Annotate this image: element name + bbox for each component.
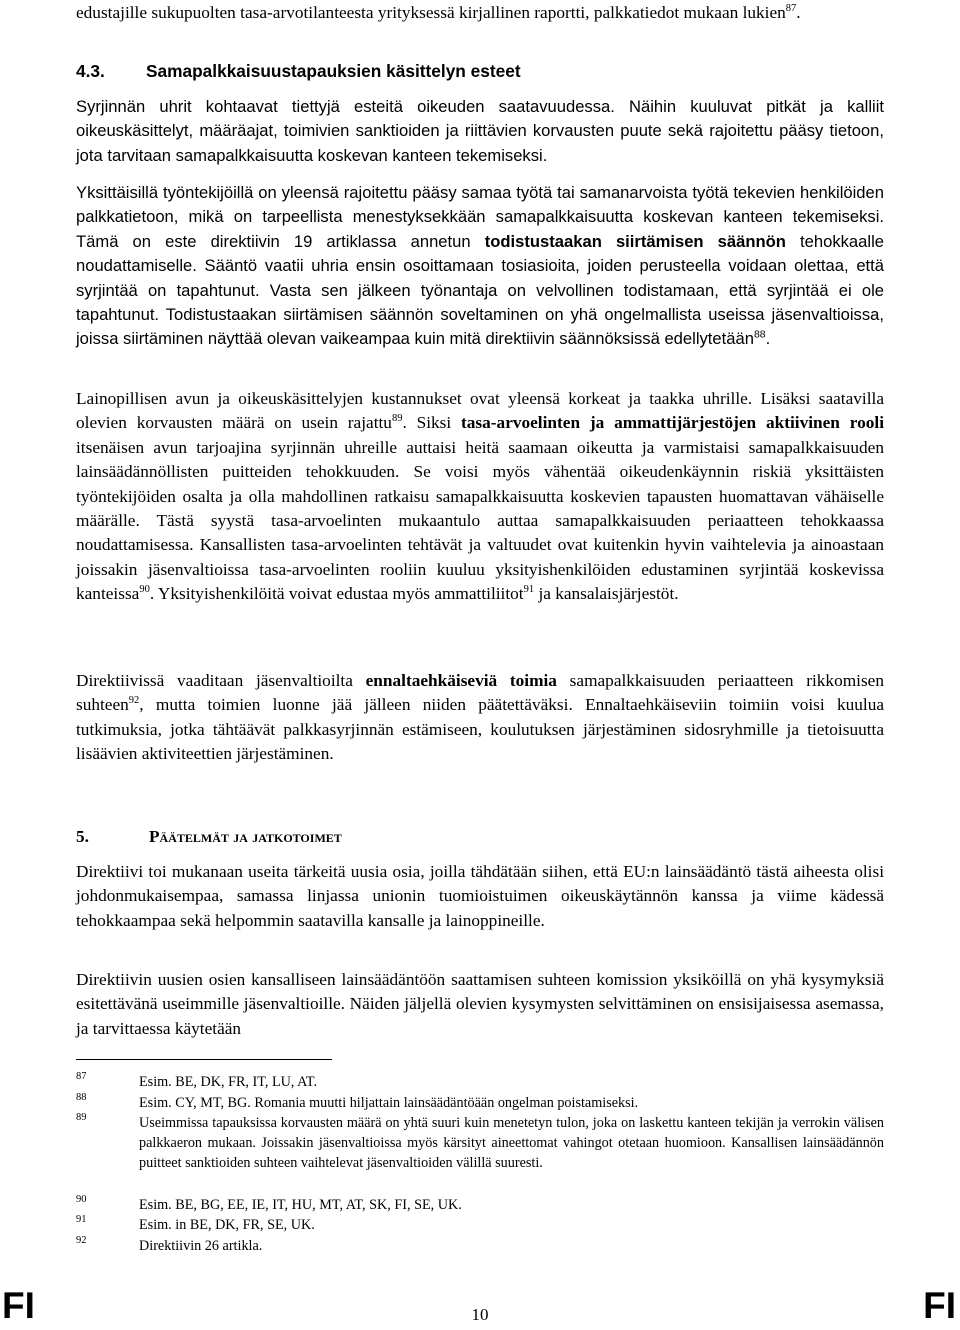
footnote-ref-88[interactable]: 88: [753, 328, 766, 341]
footnote-text: Esim. BE, BG, EE, IE, IT, HU, MT, AT, SK, FI, SE, UK.: [139, 1197, 462, 1213]
footnote-divider: [76, 1059, 332, 1060]
para3-text-d: itsenäisen avun tarjoajina syrjinnän uhreille auttaisi heitä saamaan oikeutta ja varmistaisi samapalkkaisuuden lainsäädännöllisten puitteiden tehokkuuden. Se voisi myös vähentää oikeudenkäynnin riskiä yksittäisten työntekijöiden osalta ja olla mahdollinen ratkaisu samapalkkaisuutta koskevien tapausten huomattavan vähäiselle määrälle. Tästä syystä tasa-arvoelinten mukaantulo auttaa samapalkkaisuuden periaatteen tehokkaassa noudattamisessa. Kansallisten tasa-arvoelinten tehtävät ja valtuudet ovat kuitenkin hyvin vaihtelevia ja ainoastaan joissakin jäsenvaltioissa tasa-arvoelinten rooliin kuuluu yksityishenkilöiden edustaminen syrjintää koskevissa kanteissa: [76, 437, 884, 604]
footnote-ref-90[interactable]: 90: [139, 584, 150, 596]
para4-text-c: samapalkkaisuuden periaatteen rikkomisen suhteen: [76, 671, 884, 715]
continuation-end: .: [796, 3, 801, 22]
paragraph-3: [76, 387, 884, 607]
footnote-ref-89[interactable]: 89: [391, 413, 403, 425]
footnote-ref-91[interactable]: 91: [523, 584, 535, 596]
footnote-number: 90: [76, 1194, 87, 1205]
footer-language-code-right: FI: [923, 1285, 956, 1326]
footnote-ref-87[interactable]: 87: [785, 3, 797, 15]
footnote-number: 88: [76, 1092, 87, 1103]
para3-text-e: . Yksityishenkilöitä voivat edustaa myös ammattiliitot: [149, 584, 524, 604]
section-number-5: 5.: [76, 827, 89, 846]
footnote-number: 92: [76, 1235, 87, 1246]
footnote-text: Direktiivin 26 artikla.: [139, 1238, 263, 1254]
footnote-text: Esim. CY, MT, BG. Romania muutti hiljattain lainsäädäntöään ongelman poistamiseksi.: [139, 1095, 639, 1111]
para3-text-f: ja kansalaisjärjestöt.: [538, 584, 679, 604]
page-number: 10: [471, 1305, 489, 1324]
continuation-paragraph: [76, 1, 884, 25]
para2-text-a: Yksittäisillä työntekijöillä on yleensä rajoitettu pääsy samaa työtä tai samanarvoista työtä tekevien henkilöiden palkkatietoon, mikä on tarpeellista menestyksekkään samapalkkaisuutta koskevan kanteen tekemiseksi. Tämä on este direktiivin 19 artiklassa annetun: [76, 183, 884, 251]
footnote-ref-92[interactable]: 92: [128, 695, 140, 707]
section-title-4-3: Samapalkkaisuustapauksien käsittelyn esteet: [146, 61, 521, 81]
footer-language-code-left: FI: [2, 1285, 35, 1326]
footnote-text: Esim. BE, DK, FR, IT, LU, AT.: [139, 1074, 317, 1090]
paragraph-2: [76, 181, 884, 352]
para4-text-a: Direktiivissä vaaditaan jäsenvaltioilta: [76, 671, 353, 690]
para2-text-c: tehokkaalle noudattamiselle. Sääntö vaatii uhria ensin osoittamaan tosiasioita, joiden perusteella voidaan olettaa, että syrjintää on tapahtunut. Vasta sen jälkeen työnantaja on velvollinen todistamaan, että syrjintää ei ole tapahtunut. Todistustaakan siirtämisen säännön soveltaminen on yhä ongelmallista useissa jäsenvaltioissa, joissa siirtäminen näyttää olevan vaikeampaa kuin mitä direktiivin säännöksissä edellytetään: [76, 231, 884, 349]
para3-bold-term: tasa-arvoelinten ja ammattijärjestöjen aktiivinen rooli: [461, 413, 884, 433]
footnote-text: Useimmissa tapauksissa korvausten määrä on yhtä suuri kuin menetetyn tulon, joka on laskettu kanteen tekijän ja verrokin välisen palkkaeron mukaan. Joissakin jäsenvaltioissa myös kärsityt aineettomat vahingot otetaan huomioon. Kansallisen lainsäädännön puitteet sanktioiden suhteen vaihtelevat jäsenvaltioiden välillä suuresti.: [139, 1115, 884, 1172]
para3-text-b: . Siksi: [402, 413, 452, 433]
footnote-number: 89: [76, 1112, 87, 1123]
footnote-number: 87: [76, 1071, 87, 1082]
continuation-text: edustajille sukupuolten tasa-arvotilanteesta yrityksessä kirjallinen raportti, palkkatiedot mukaan lukien: [76, 3, 786, 22]
paragraph-5: Direktiivi toi mukanaan useita tärkeitä uusia osia, joilla tähdätään siihen, että EU:n lainsäädäntö tästä aiheesta olisi johdonmukaisempaa, samassa linjassa unionin tuomioistuimen oikeuskäytännön kanssa ja viime kädessä tehokkaampaa sekä helpommin saatavilla kansalle ja lainoppineille.: [76, 862, 884, 930]
section-title-5: Päätelmät ja jatkotoimet: [149, 827, 342, 846]
para4-bold-term: ennaltaehkäiseviä toimia: [365, 671, 557, 690]
para2-bold-term: todistustaakan siirtämisen säännön: [484, 231, 786, 251]
footnote-number: 91: [76, 1214, 87, 1225]
paragraph-6: Direktiivin uusien osien kansalliseen lainsäädäntöön saattamisen suhteen komission yksiköillä on yhä kysymyksiä esitettävänä useimmille jäsenvaltioille. Näiden jäljellä olevien kysymysten selvittäminen on ensisijaisessa asemassa, ja tarvittaessa käytetään: [76, 970, 884, 1038]
para2-end: .: [765, 329, 771, 349]
paragraph-1: Syrjinnän uhrit kohtaavat tiettyjä esteitä oikeuden saatavuudessa. Näihin kuuluvat pitkät ja kalliit oikeuskäsittelyt, määräajat, toimivien sanktioiden ja riittävien korvausten puute sekä rajoitettu pääsy tietoon, jota tarvitaan samapalkkaisuutta koskevan kanteen tekemiseksi.: [76, 97, 884, 165]
footnote-text: Esim. in BE, DK, FR, SE, UK.: [139, 1217, 315, 1233]
paragraph-4: [76, 669, 884, 767]
para3-text-a: Lainopillisen avun ja oikeuskäsittelyjen kustannukset ovat yleensä korkeat ja taakka uhrille. Lisäksi saatavilla olevien korvausten määrä on usein rajattu: [76, 389, 884, 433]
para4-text-d: , mutta toimien luonne jää jälleen niiden päätettäväksi. Ennaltaehkäiseviin toimiin voisi kuulua tutkimuksia, jotka tähtäävät palkkasyrjinnän estämiseen, koulutuksen järjestäminen sidosryhmille ja tietoisuutta lisäävien aktiviteettien järjestäminen.: [76, 695, 884, 764]
section-number-4-3: 4.3.: [76, 61, 105, 81]
